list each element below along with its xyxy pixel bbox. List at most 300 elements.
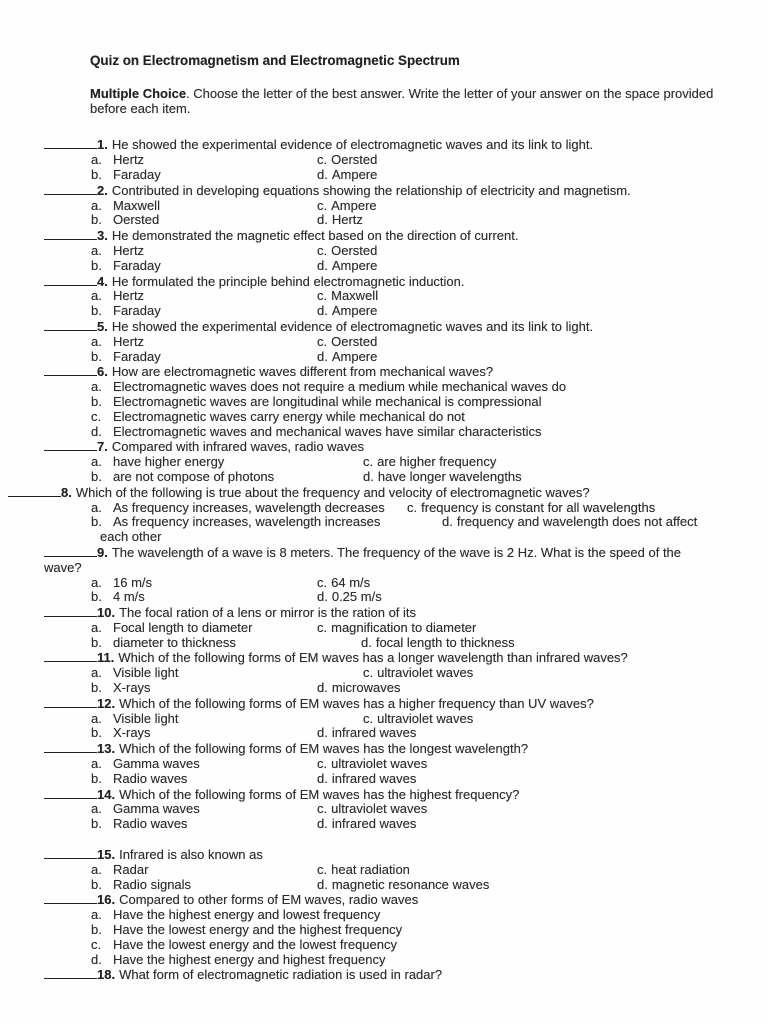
option-letter: a. bbox=[91, 619, 102, 635]
option-text: Electromagnetic waves are longitudinal while mechanical is compressional bbox=[113, 393, 542, 409]
option-text: Oersted bbox=[113, 212, 160, 228]
option-letter: b. bbox=[91, 212, 102, 228]
question-text: He formulated the principle behind electromagnetic induction. bbox=[111, 273, 465, 289]
option-row bbox=[0, 757, 768, 772]
option-text: Maxwell bbox=[113, 197, 160, 213]
question-number: 4. bbox=[97, 273, 108, 289]
option-letter: b. bbox=[91, 634, 102, 650]
option-row bbox=[0, 938, 768, 953]
option-letter: d. bbox=[317, 166, 328, 182]
option-a bbox=[91, 199, 160, 214]
option-letter: b. bbox=[91, 922, 102, 938]
question-number: 6. bbox=[97, 364, 108, 380]
question-number: 9. bbox=[97, 544, 108, 560]
answer-blank bbox=[44, 439, 97, 451]
question-5 bbox=[0, 319, 768, 364]
option-text: Faraday bbox=[113, 303, 161, 319]
option-letter: a. bbox=[91, 801, 102, 817]
option-letter: d. bbox=[317, 257, 328, 273]
option-text: Hertz bbox=[331, 212, 363, 228]
question-text: Which of the following forms of EM waves has a longer wavelength than infrared waves? bbox=[118, 650, 628, 666]
question-number: 12. bbox=[97, 695, 116, 711]
option-text: As frequency increases, wavelength decreases bbox=[113, 499, 385, 515]
answer-blank bbox=[44, 319, 97, 331]
option-text: Oersted bbox=[331, 242, 378, 258]
option-d bbox=[361, 636, 515, 651]
question-number: 3. bbox=[97, 228, 108, 244]
option-text: Gamma waves bbox=[113, 801, 200, 817]
option-text: focal length to thickness bbox=[375, 634, 515, 650]
option-a bbox=[91, 666, 179, 681]
option-text: 0.25 m/s bbox=[331, 589, 382, 605]
option-c bbox=[317, 153, 377, 168]
option-text: Radio signals bbox=[113, 876, 192, 892]
option-text: Have the highest energy and highest frequency bbox=[113, 951, 386, 967]
question-line bbox=[0, 439, 722, 455]
answer-blank bbox=[44, 847, 97, 859]
question-text: Which of the following is true about the frequency and velocity of electromagnetic waves? bbox=[75, 484, 590, 500]
option-letter: d. bbox=[317, 589, 328, 605]
option-row bbox=[0, 530, 768, 545]
answer-blank bbox=[44, 545, 97, 557]
option-text: frequency and wavelength does not affect bbox=[456, 514, 698, 530]
option-d bbox=[317, 681, 400, 696]
question-10 bbox=[0, 605, 768, 650]
option-row bbox=[0, 726, 768, 741]
question-line bbox=[0, 696, 722, 712]
option-d bbox=[91, 425, 541, 440]
option-row bbox=[0, 817, 768, 832]
option-letter: c. bbox=[91, 408, 102, 424]
option-text: As frequency increases, wavelength increases bbox=[113, 514, 381, 530]
option-b bbox=[91, 923, 402, 938]
option-text: Hertz bbox=[113, 242, 145, 258]
option-letter: b. bbox=[91, 166, 102, 182]
question-line bbox=[0, 545, 722, 561]
option-letter: a. bbox=[91, 454, 102, 470]
option-letter: b. bbox=[91, 514, 102, 530]
option-c bbox=[317, 802, 427, 817]
option-text: Have the lowest energy and the highest frequency bbox=[113, 922, 403, 938]
question-line bbox=[0, 485, 722, 501]
option-c bbox=[317, 621, 476, 636]
option-letter: c. bbox=[91, 936, 102, 952]
question-6 bbox=[0, 364, 768, 439]
option-text: ultraviolet waves bbox=[331, 756, 428, 772]
option-text: magnification to diameter bbox=[331, 619, 477, 635]
instructions-lead: Multiple Choice bbox=[90, 85, 187, 101]
option-a bbox=[91, 757, 200, 772]
option-d bbox=[317, 350, 377, 365]
option-row bbox=[0, 168, 768, 183]
question-18 bbox=[0, 967, 768, 983]
option-letter: b. bbox=[91, 876, 102, 892]
answer-blank bbox=[44, 364, 97, 376]
option-c bbox=[363, 666, 473, 681]
option-letter: d. bbox=[317, 348, 328, 364]
option-text: diameter to thickness bbox=[113, 634, 236, 650]
option-text: have longer wavelengths bbox=[377, 468, 522, 484]
option-letter: a. bbox=[91, 756, 102, 772]
option-c bbox=[363, 455, 496, 470]
option-a bbox=[91, 289, 144, 304]
option-letter: a. bbox=[91, 379, 102, 395]
option-c bbox=[317, 576, 370, 591]
option-text: X-rays bbox=[113, 725, 151, 741]
option-letter: b. bbox=[91, 348, 102, 364]
option-a bbox=[91, 621, 252, 636]
question-line bbox=[0, 892, 722, 908]
option-letter: d. bbox=[317, 680, 328, 696]
answer-blank bbox=[44, 892, 97, 904]
question-line bbox=[0, 274, 722, 290]
question-list bbox=[0, 137, 768, 983]
option-text: Electromagnetic waves carry energy while mechanical do not bbox=[113, 408, 465, 424]
option-letter: c. bbox=[317, 242, 328, 258]
option-text: are higher frequency bbox=[377, 454, 497, 470]
option-letter: d. bbox=[91, 423, 102, 439]
option-b bbox=[91, 304, 161, 319]
question-15 bbox=[0, 847, 768, 892]
question-line bbox=[0, 319, 722, 335]
option-row bbox=[0, 259, 768, 274]
option-letter: c. bbox=[317, 333, 328, 349]
option-row bbox=[0, 802, 768, 817]
option-text: Oersted bbox=[331, 333, 378, 349]
option-c bbox=[317, 757, 427, 772]
question-1 bbox=[0, 137, 768, 182]
option-text: Radar bbox=[113, 861, 149, 877]
option-letter: d. bbox=[317, 303, 328, 319]
option-letter: c. bbox=[317, 756, 328, 772]
question-14 bbox=[0, 787, 768, 832]
option-text: heat radiation bbox=[331, 861, 410, 877]
option-d bbox=[317, 817, 416, 832]
option-d bbox=[91, 953, 385, 968]
option-b bbox=[91, 515, 380, 530]
option-letter: c. bbox=[363, 454, 374, 470]
question-number: 1. bbox=[97, 137, 108, 153]
option-letter: b. bbox=[91, 816, 102, 832]
answer-blank bbox=[44, 696, 97, 708]
question-text: Which of the following forms of EM waves has a higher frequency than UV waves? bbox=[119, 695, 594, 711]
question-number: 8. bbox=[61, 484, 72, 500]
option-b bbox=[91, 395, 542, 410]
answer-blank bbox=[44, 605, 97, 617]
option-text: Oersted bbox=[331, 152, 378, 168]
option-text: Radio waves bbox=[113, 816, 188, 832]
option-a bbox=[91, 908, 380, 923]
option-row bbox=[0, 576, 768, 591]
question-text: Compared with infrared waves, radio waves bbox=[111, 439, 365, 455]
option-c bbox=[317, 335, 377, 350]
question-line bbox=[0, 137, 722, 153]
question-number: 10. bbox=[97, 605, 116, 621]
option-letter: d. bbox=[361, 634, 372, 650]
option-letter: a. bbox=[91, 288, 102, 304]
option-row bbox=[0, 908, 768, 923]
question-4 bbox=[0, 274, 768, 319]
option-text: 16 m/s bbox=[113, 574, 153, 590]
option-letter: b. bbox=[91, 725, 102, 741]
question-text: How are electromagnetic waves different from mechanical waves? bbox=[111, 364, 494, 380]
option-letter: a. bbox=[91, 499, 102, 515]
question-9 bbox=[0, 545, 768, 605]
option-d bbox=[317, 168, 377, 183]
option-text: Electromagnetic waves and mechanical waves have similar characteristics bbox=[113, 423, 542, 439]
option-c bbox=[407, 501, 655, 516]
answer-blank bbox=[44, 228, 97, 240]
answer-blank bbox=[44, 967, 97, 979]
question-8 bbox=[0, 485, 768, 545]
option-text: have higher energy bbox=[113, 454, 225, 470]
option-text: Have the lowest energy and the lowest frequency bbox=[113, 936, 398, 952]
option-letter: c. bbox=[317, 288, 328, 304]
option-a bbox=[91, 153, 144, 168]
option-letter: c. bbox=[407, 499, 418, 515]
option-letter: a. bbox=[91, 710, 102, 726]
instructions bbox=[90, 87, 714, 117]
option-row bbox=[0, 621, 768, 636]
option-text: infrared waves bbox=[331, 816, 417, 832]
question-line bbox=[0, 847, 722, 863]
question-16 bbox=[0, 892, 768, 967]
question-2 bbox=[0, 183, 768, 228]
option-row bbox=[0, 455, 768, 470]
option-a bbox=[91, 712, 179, 727]
option-a bbox=[91, 380, 566, 395]
option-letter: b. bbox=[91, 257, 102, 273]
question-12 bbox=[0, 696, 768, 741]
option-d bbox=[317, 726, 416, 741]
option-letter: b. bbox=[91, 303, 102, 319]
option-letter: b. bbox=[91, 393, 102, 409]
option-letter: a. bbox=[91, 152, 102, 168]
option-letter: a. bbox=[91, 574, 102, 590]
question-number: 11. bbox=[97, 650, 115, 666]
option-letter: a. bbox=[91, 242, 102, 258]
option-c bbox=[91, 938, 397, 953]
option-text: Visible light bbox=[113, 665, 179, 681]
option-b bbox=[91, 726, 151, 741]
question-number: 7. bbox=[97, 439, 108, 455]
option-row bbox=[0, 213, 768, 228]
option-text: Focal length to diameter bbox=[113, 619, 253, 635]
option-c bbox=[91, 410, 465, 425]
option-text: Ampere bbox=[331, 348, 378, 364]
option-letter: a. bbox=[91, 907, 102, 923]
option-b bbox=[91, 168, 161, 183]
option-text: Ampere bbox=[331, 197, 377, 213]
question-line bbox=[0, 741, 722, 757]
question-text: Which of the following forms of EM waves has the longest wavelength? bbox=[119, 741, 529, 757]
option-b bbox=[91, 817, 187, 832]
option-b bbox=[91, 470, 274, 485]
question-number: 15. bbox=[97, 847, 116, 863]
option-letter: b. bbox=[91, 468, 102, 484]
question-text: Infrared is also known as bbox=[119, 847, 263, 863]
option-b bbox=[91, 590, 145, 605]
option-text: are not compose of photons bbox=[113, 468, 275, 484]
option-letter: c. bbox=[363, 665, 374, 681]
option-b bbox=[91, 878, 191, 893]
option-text: 4 m/s bbox=[113, 589, 145, 605]
question-text: He showed the experimental evidence of electromagnetic waves and its link to light. bbox=[111, 318, 594, 334]
question-line bbox=[0, 787, 722, 803]
option-row bbox=[0, 244, 768, 259]
option-row bbox=[0, 199, 768, 214]
option-text: ultraviolet waves bbox=[331, 801, 428, 817]
option-d bbox=[363, 470, 522, 485]
question-text: The wavelength of a wave is 8 meters. The frequency of the wave is 2 Hz. What is the speed of the bbox=[111, 544, 682, 560]
option-row bbox=[0, 335, 768, 350]
question-line bbox=[0, 183, 722, 199]
option-text: Hertz bbox=[113, 152, 145, 168]
question-number: 2. bbox=[97, 182, 108, 198]
option-text: Hertz bbox=[113, 288, 145, 304]
question-number: 13. bbox=[97, 741, 116, 757]
option-row bbox=[0, 953, 768, 968]
option-a bbox=[91, 455, 224, 470]
question-number: 16. bbox=[97, 892, 116, 908]
option-text: ultraviolet waves bbox=[377, 710, 474, 726]
answer-blank bbox=[44, 650, 97, 662]
option-a bbox=[91, 576, 152, 591]
question-7 bbox=[0, 439, 768, 484]
option-b bbox=[91, 772, 187, 787]
question-line bbox=[0, 605, 722, 621]
option-text: ultraviolet waves bbox=[377, 665, 474, 681]
option-d bbox=[317, 259, 377, 274]
question-number: 18. bbox=[97, 967, 116, 983]
option-text: Hertz bbox=[113, 333, 145, 349]
option-a bbox=[91, 802, 200, 817]
option-row bbox=[0, 350, 768, 365]
option-d bbox=[317, 878, 489, 893]
question-11 bbox=[0, 650, 768, 695]
option-row bbox=[0, 878, 768, 893]
option-row bbox=[0, 772, 768, 787]
option-letter: d. bbox=[91, 951, 102, 967]
option-letter: d. bbox=[442, 514, 453, 530]
option-d bbox=[317, 304, 377, 319]
option-letter: b. bbox=[91, 589, 102, 605]
option-row bbox=[0, 470, 768, 485]
option-text: Ampere bbox=[331, 166, 378, 182]
option-text: Gamma waves bbox=[113, 756, 200, 772]
option-row bbox=[0, 863, 768, 878]
option-row bbox=[0, 380, 768, 395]
question-13 bbox=[0, 741, 768, 786]
question-text: What form of electromagnetic radiation is used in radar? bbox=[119, 967, 443, 983]
option-text: Faraday bbox=[113, 348, 161, 364]
option-row bbox=[0, 590, 768, 605]
question-text: Contributed in developing equations showing the relationship of electricity and magnetism. bbox=[111, 182, 631, 198]
option-letter: c. bbox=[317, 152, 328, 168]
option-text: magnetic resonance waves bbox=[331, 876, 490, 892]
option-text: Ampere bbox=[331, 257, 378, 273]
option-letter: c. bbox=[317, 574, 328, 590]
option-c bbox=[363, 712, 473, 727]
option-d bbox=[317, 590, 382, 605]
option-row bbox=[0, 304, 768, 319]
option-row bbox=[0, 712, 768, 727]
option-letter: c. bbox=[363, 710, 374, 726]
question-line bbox=[0, 228, 722, 244]
option-d bbox=[317, 213, 363, 228]
question-text: The focal ration of a lens or mirror is the ration of its bbox=[119, 605, 417, 621]
answer-blank bbox=[44, 274, 97, 286]
option-a bbox=[91, 335, 144, 350]
option-letter: d. bbox=[317, 770, 328, 786]
option-c bbox=[317, 289, 378, 304]
question-3 bbox=[0, 228, 768, 273]
question-number: 14. bbox=[97, 786, 116, 802]
answer-blank bbox=[44, 741, 97, 753]
option-letter: c. bbox=[317, 619, 328, 635]
option-row bbox=[0, 636, 768, 651]
option-row bbox=[0, 289, 768, 304]
option-letter: c. bbox=[317, 861, 328, 877]
option-a bbox=[91, 863, 148, 878]
option-continuation: each other bbox=[100, 529, 162, 545]
option-letter: a. bbox=[91, 665, 102, 681]
option-text: Faraday bbox=[113, 257, 161, 273]
answer-blank bbox=[8, 485, 61, 497]
answer-blank bbox=[44, 787, 97, 799]
question-text-continued: wave? bbox=[44, 559, 82, 575]
option-text: Maxwell bbox=[331, 288, 379, 304]
option-row bbox=[0, 425, 768, 440]
option-row bbox=[0, 923, 768, 938]
option-c bbox=[317, 199, 377, 214]
option-letter: c. bbox=[317, 801, 328, 817]
option-letter: d. bbox=[363, 468, 374, 484]
option-letter: b. bbox=[91, 680, 102, 696]
option-row bbox=[0, 395, 768, 410]
option-b bbox=[91, 681, 151, 696]
option-text: Visible light bbox=[113, 710, 179, 726]
option-row bbox=[0, 153, 768, 168]
option-letter: b. bbox=[91, 770, 102, 786]
option-letter: d. bbox=[317, 212, 328, 228]
option-letter: a. bbox=[91, 197, 102, 213]
question-text: Which of the following forms of EM waves has the highest frequency? bbox=[119, 786, 520, 802]
question-text: Compared to other forms of EM waves, radio waves bbox=[119, 892, 419, 908]
option-text: Electromagnetic waves does not require a medium while mechanical waves do bbox=[113, 379, 567, 395]
option-b bbox=[91, 636, 236, 651]
option-c bbox=[317, 244, 377, 259]
option-d bbox=[317, 772, 416, 787]
option-text: microwaves bbox=[331, 680, 401, 696]
option-text: infrared waves bbox=[331, 725, 417, 741]
option-letter: a. bbox=[91, 861, 102, 877]
option-text: Radio waves bbox=[113, 770, 188, 786]
option-d bbox=[442, 515, 697, 530]
option-letter: d. bbox=[317, 876, 328, 892]
option-c bbox=[317, 863, 410, 878]
question-number: 5. bbox=[97, 318, 108, 334]
option-letter: d. bbox=[317, 725, 328, 741]
option-text: 64 m/s bbox=[331, 574, 371, 590]
option-row bbox=[0, 666, 768, 681]
question-text: He showed the experimental evidence of electromagnetic waves and its link to light. bbox=[111, 137, 594, 153]
option-row bbox=[0, 410, 768, 425]
option-text: frequency is constant for all wavelengths bbox=[421, 499, 656, 515]
option-row bbox=[0, 515, 768, 530]
option-letter: d. bbox=[317, 816, 328, 832]
option-row bbox=[0, 681, 768, 696]
